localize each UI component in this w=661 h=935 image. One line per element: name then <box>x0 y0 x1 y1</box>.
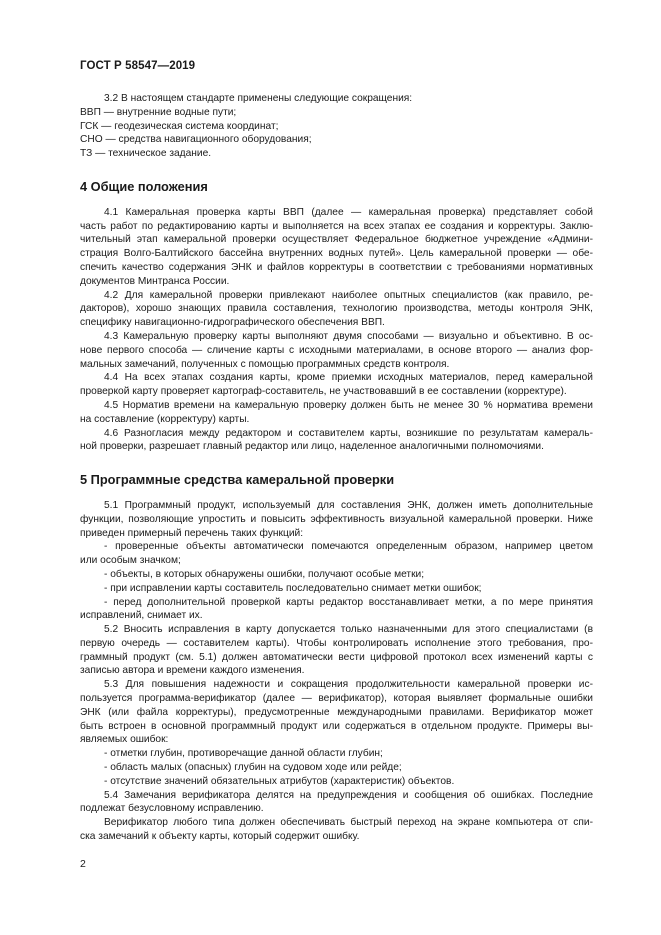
section-4-title: 4 Общие положения <box>80 178 208 194</box>
text-line: нове первого способа — сличение карты с исходными материалами, в основе второго — анализ фор- <box>80 344 593 356</box>
paragraph-verifier <box>80 816 593 844</box>
text-line: чительный этап камеральной проверки осуществляет Федеральное бюджетное учреждение «Админи- <box>80 234 593 246</box>
text-line: ска замечаний к объекту карты, который содержит ошибку. <box>80 831 360 843</box>
text-line: граммный продукт (см. 5.1) должен автоматически вести цифровой протокол всех изменений карты с <box>80 651 593 663</box>
text-line: страция Волго-Балтийского бассейна внутренних водных путей». Цель камеральной проверки — обе- <box>80 248 593 260</box>
text-line: ЭНК (или файла корректуры), предусмотренные международными правилами. Верификатор может <box>80 706 593 718</box>
text-line: - область малых (опасных) глубин на судовом ходе или рейде; <box>104 762 402 774</box>
text-line: - отметки глубин, противоречащие данной области глубин; <box>104 748 383 760</box>
text-line: 5.2 Вносить исправления в карту допускается только назначенными для этого специалистами (в <box>104 624 593 636</box>
text-line: - отсутствие значений обязательных атрибутов (характеристик) объектов. <box>104 775 455 787</box>
text-line: 5.1 Программный продукт, используемый для составления ЭНК, должен иметь дополнительные <box>104 499 593 511</box>
list-item <box>80 596 593 624</box>
text-line: 4.1 Камеральная проверка карты ВВП (далее — камеральная проверка) представляет собой <box>104 206 593 218</box>
text-line: - объекты, в которых обнаружены ошибки, получают особые метки; <box>104 568 425 580</box>
text-line: или особым значком; <box>80 555 181 567</box>
paragraph-5-3 <box>80 678 593 747</box>
text-line: исправлений, снимает их. <box>80 610 203 622</box>
paragraph-4-4 <box>80 371 593 399</box>
paragraph-4-1 <box>80 206 593 289</box>
abbreviation-item: ГСК — геодезическая система координат; <box>80 120 279 132</box>
abbreviations-block <box>80 92 593 161</box>
abbreviation-item: СНО — средства навигационного оборудования; <box>80 134 312 146</box>
text-line: дакторов), хорошо знающих правила составления, технологию производства, методы контроля ЭНК, <box>80 303 593 315</box>
paragraph-5-2 <box>80 623 593 678</box>
text-line: 4.6 Разногласия между редактором и составителем карты, возникшие по результатам камераль- <box>104 427 593 439</box>
text-line: являемых ошибок: <box>80 734 169 746</box>
list-item <box>80 582 593 596</box>
text-line: Верификатор любого типа должен обеспечивать быстрый переход на экране компьютера от спи- <box>104 817 593 829</box>
document-body <box>80 92 593 844</box>
page-number: 2 <box>80 858 86 870</box>
paragraph-5-1 <box>80 499 593 540</box>
text-line: часть работ по редактированию карты и выполняется на всех этапах ее создания и корректуры. Заклю- <box>80 220 593 232</box>
document-header: ГОСТ Р 58547—2019 <box>80 60 196 72</box>
abbreviation-item: ТЗ — техническое задание. <box>80 148 212 160</box>
text-line: - перед дополнительной проверкой карты редактор восстанавливает метки, а по мере принятия <box>104 596 593 608</box>
text-line: быть встроен в основной программный продукт или содержаться в отдельном продукте. Примеры вы- <box>80 720 593 732</box>
paragraph-4-6 <box>80 427 593 455</box>
text-line: подлежат безусловному исправлению. <box>80 803 264 815</box>
text-line: - при исправлении карты составитель последовательно снимает метки ошибок; <box>104 582 482 594</box>
list-item <box>80 747 593 761</box>
text-line: 4.5 Норматив времени на камеральную проверку должен быть не менее 30 % норматива времени <box>104 399 593 411</box>
text-line: 4.3 Камеральную проверку карты выполняют двумя способами — визуально и объективно. В ос- <box>104 330 593 342</box>
text-line: спечить качество содержания ЭНК и файлов корректуры в соответствии с требованиями нормативных <box>80 261 593 273</box>
text-line: первую очередь — составителем карты). Чтобы контролировать исполнение этого требования, про- <box>80 637 593 649</box>
list-item <box>80 568 593 582</box>
list-item <box>80 540 593 568</box>
text-line: 5.4 Замечания верификатора делятся на предупреждения и сообщения об ошибках. Последние <box>104 789 593 801</box>
text-line: 5.3 Для повышения надежности и сокращения продолжительности камеральной проверки ис- <box>104 679 593 691</box>
text-line: мальных замечаний, полученных с помощью программных средств контроля. <box>80 358 450 370</box>
text-line: записью автора и времени каждого изменения. <box>80 665 305 677</box>
list-item <box>80 775 593 789</box>
text-line: приведен примерный перечень таких функций: <box>80 527 304 539</box>
text-line: проверкой карту проверяет картограф-составитель, не участвовавший в ее составлении (корректуре). <box>80 386 567 398</box>
abbreviation-item: ВВП — внутренние водные пути; <box>80 106 237 118</box>
text-line: на составление (корректуру) карты. <box>80 413 250 425</box>
text-line: функции, позволяющие упростить и повысить эффективность визуальной камеральной проверки. Ниже <box>80 513 593 525</box>
text-line: специфику навигационно-гидрографического обеспечения ВВП. <box>80 317 385 329</box>
section-5-title: 5 Программные средства камеральной проверки <box>80 472 395 488</box>
text-line: 4.2 Для камеральной проверки привлекают наиболее опытных специалистов (как правило, ре- <box>104 289 593 301</box>
list-item <box>80 761 593 775</box>
text-line: - проверенные объекты автоматически помечаются определенным образом, например цветом <box>104 541 593 553</box>
paragraph-4-2 <box>80 289 593 330</box>
text-line: пользуется программа-верификатор (далее — верификатор), которая выявляет формальные ошибки <box>80 693 593 705</box>
abbreviations-intro: 3.2 В настоящем стандарте применены следующие сокращения: <box>104 93 413 104</box>
text-line: документов Минтранса России. <box>80 275 230 287</box>
paragraph-4-3 <box>80 330 593 371</box>
paragraph-5-4 <box>80 789 593 817</box>
paragraph-4-5 <box>80 399 593 427</box>
text-line: ной проверки, разрешает главный редактор или лицо, наделенное аналогичными полномочиями. <box>80 441 544 453</box>
text-line: 4.4 На всех этапах создания карты, кроме приемки исходных материалов, перед камеральной <box>104 372 593 384</box>
